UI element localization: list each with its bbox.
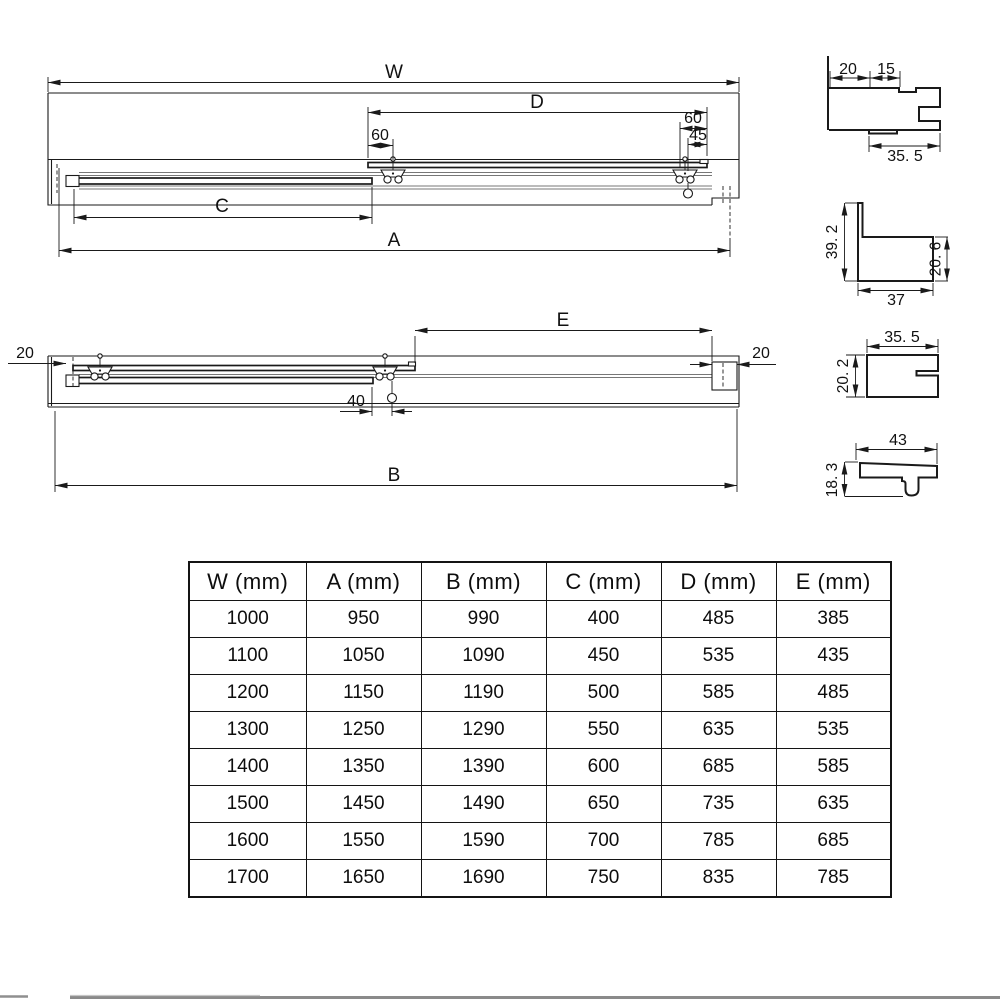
cell-w: 1600: [189, 823, 306, 860]
roller-left: [88, 354, 112, 380]
table-row: [189, 860, 891, 898]
cell-b: 1190: [421, 675, 546, 712]
dim-label-20: 20: [839, 61, 857, 78]
dim-label-35-5: 35. 5: [887, 148, 923, 165]
table-row: [189, 675, 891, 712]
table-row: [189, 712, 891, 749]
cell-c: 400: [546, 601, 661, 638]
cell-e: 685: [776, 823, 891, 860]
cell-e: 435: [776, 638, 891, 675]
track-end-bracket: [712, 362, 737, 390]
col-header-b: B (mm): [421, 562, 546, 601]
col-header-e: E (mm): [776, 562, 891, 601]
cell-b: 1090: [421, 638, 546, 675]
cell-c: 500: [546, 675, 661, 712]
dim-label-35-5b: 35. 5: [884, 329, 920, 346]
col-header-d: D (mm): [661, 562, 776, 601]
dim-label-20-2: 20. 2: [835, 358, 852, 394]
dim-label-w: W: [385, 62, 403, 83]
front-door-panel: [73, 378, 373, 384]
cell-d: 585: [661, 675, 776, 712]
cell-d: 485: [661, 601, 776, 638]
cell-a: 1150: [306, 675, 421, 712]
dimension-table: [188, 561, 892, 898]
profile-bottom-guide: [824, 432, 937, 497]
cell-d: 835: [661, 860, 776, 898]
cell-d: 685: [661, 749, 776, 786]
cell-b: 1590: [421, 823, 546, 860]
dim-label-43: 43: [889, 432, 907, 449]
table-row: [189, 601, 891, 638]
dim-label-60-left: 60: [371, 127, 389, 144]
dim-label-c: C: [215, 196, 229, 217]
top-view: [48, 62, 739, 257]
size-chart: [188, 561, 892, 898]
bottom-edge-line: [0, 996, 1000, 998]
table-row: [189, 638, 891, 675]
cell-b: 1390: [421, 749, 546, 786]
cell-w: 1200: [189, 675, 306, 712]
back-door-end-block: [409, 362, 416, 366]
cell-e: 585: [776, 749, 891, 786]
dim-label-20-right: 20: [752, 345, 770, 362]
front-door-end-cap: [66, 176, 79, 187]
dim-d: [368, 92, 707, 158]
cell-b: 1290: [421, 712, 546, 749]
cell-c: 700: [546, 823, 661, 860]
dim-label-b: B: [387, 465, 401, 486]
roller-right: [673, 157, 697, 183]
cell-b: 1490: [421, 786, 546, 823]
dim-label-39-2: 39. 2: [824, 224, 841, 260]
roller-left: [381, 157, 405, 183]
profile-side-bracket: [824, 203, 948, 309]
cell-w: 1700: [189, 860, 306, 898]
dim-label-40: 40: [347, 393, 365, 410]
dim-20-left: [8, 345, 66, 364]
dim-label-e: E: [556, 310, 570, 331]
table-header-row: [189, 562, 891, 601]
cell-w: 1000: [189, 601, 306, 638]
back-door-panel: [368, 163, 707, 168]
table-row: [189, 823, 891, 860]
dim-w: [48, 62, 739, 92]
dim-60-left: [368, 127, 393, 160]
table-row: [189, 749, 891, 786]
cell-b: 1690: [421, 860, 546, 898]
cell-c: 600: [546, 749, 661, 786]
cell-e: 485: [776, 675, 891, 712]
cell-d: 785: [661, 823, 776, 860]
dim-label-15: 15: [877, 61, 895, 78]
front-door-panel: [72, 178, 372, 184]
back-door-panel: [73, 366, 415, 371]
cell-w: 1300: [189, 712, 306, 749]
front-door-end-cap: [66, 375, 79, 387]
cell-a: 1050: [306, 638, 421, 675]
profile-top-track: [828, 56, 940, 165]
cell-d: 635: [661, 712, 776, 749]
cell-e: 385: [776, 601, 891, 638]
profile-shape: [867, 355, 938, 397]
profile-shape: [860, 463, 937, 496]
cell-c: 650: [546, 786, 661, 823]
cell-a: 950: [306, 601, 421, 638]
dim-label-20-6: 20. 6: [927, 241, 945, 277]
dim-label-45: 45: [689, 127, 707, 144]
cell-w: 1500: [189, 786, 306, 823]
cell-c: 450: [546, 638, 661, 675]
cell-e: 635: [776, 786, 891, 823]
col-header-a: A (mm): [306, 562, 421, 601]
profile-bottom-track: [835, 329, 938, 397]
col-header-c: C (mm): [546, 562, 661, 601]
cell-a: 1250: [306, 712, 421, 749]
dim-label-d: D: [530, 92, 544, 113]
front-view: [8, 310, 776, 492]
dim-e: [415, 310, 712, 363]
dim-b: [55, 409, 737, 492]
anti-jump-bolt: [388, 394, 397, 403]
cell-d: 735: [661, 786, 776, 823]
dim-label-20-left: 20: [16, 345, 34, 362]
cell-w: 1400: [189, 749, 306, 786]
frame-outline: [48, 93, 739, 205]
anti-jump-bolt: [684, 189, 693, 198]
table-row: [189, 786, 891, 823]
dim-label-18-3: 18. 3: [824, 462, 841, 498]
cell-e: 535: [776, 712, 891, 749]
cell-c: 550: [546, 712, 661, 749]
cell-b: 990: [421, 601, 546, 638]
cell-c: 750: [546, 860, 661, 898]
dim-label-60-right: 60: [684, 110, 702, 127]
dim-40: [340, 387, 412, 416]
cell-e: 785: [776, 860, 891, 898]
roller-right: [373, 354, 397, 380]
profile-shape: [858, 203, 933, 281]
col-header-w: W (mm): [189, 562, 306, 601]
dim-label-a: A: [387, 230, 401, 251]
back-door-end-block: [700, 160, 708, 164]
cell-w: 1100: [189, 638, 306, 675]
cell-d: 535: [661, 638, 776, 675]
cell-a: 1450: [306, 786, 421, 823]
cell-a: 1650: [306, 860, 421, 898]
dim-label-37: 37: [887, 292, 905, 309]
cell-a: 1350: [306, 749, 421, 786]
cell-a: 1550: [306, 823, 421, 860]
